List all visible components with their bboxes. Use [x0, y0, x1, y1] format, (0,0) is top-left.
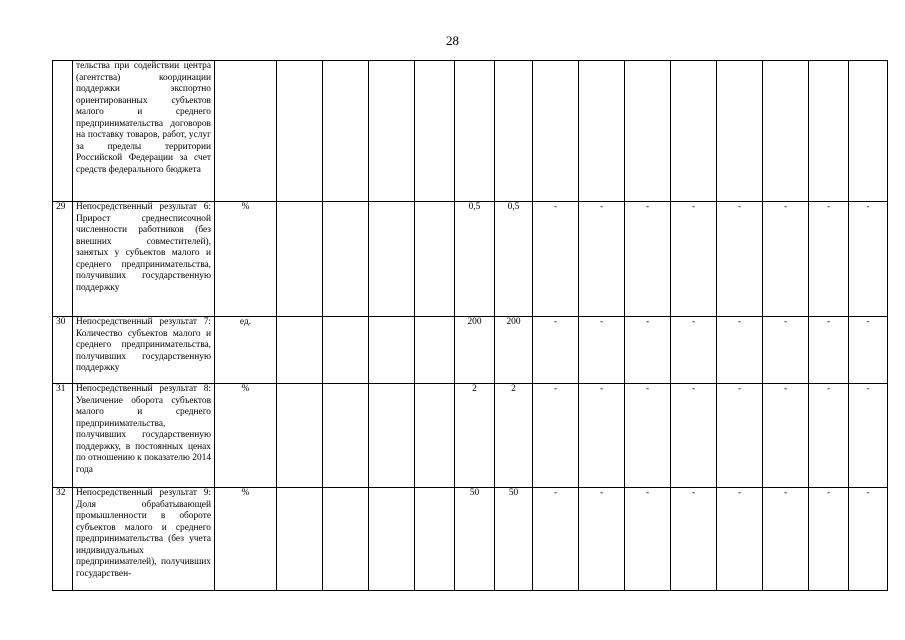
value-cell: -: [763, 317, 809, 384]
unit-cell: %: [215, 488, 277, 591]
value-cell: -: [849, 202, 888, 317]
value-cell: -: [763, 202, 809, 317]
value-cell: [369, 61, 415, 202]
value-cell: [717, 61, 763, 202]
unit-cell: [215, 61, 277, 202]
value-cell: [809, 61, 849, 202]
table-row: [53, 384, 888, 488]
value-cell: 200: [495, 317, 533, 384]
table-row: [53, 488, 888, 591]
value-cell: [415, 61, 455, 202]
value-cell: [369, 317, 415, 384]
unit-cell: ед.: [215, 317, 277, 384]
value-cell: -: [717, 202, 763, 317]
value-cell: [763, 61, 809, 202]
value-cell: [671, 61, 717, 202]
value-cell: -: [625, 317, 671, 384]
value-cell: -: [533, 202, 579, 317]
value-cell: 2: [455, 384, 495, 488]
value-cell: -: [717, 488, 763, 591]
value-cell: [495, 61, 533, 202]
unit-cell: %: [215, 202, 277, 317]
row-number: 31: [53, 384, 73, 488]
value-cell: -: [625, 384, 671, 488]
value-cell: -: [809, 384, 849, 488]
table-row: [53, 61, 888, 202]
row-number: [53, 61, 73, 202]
indicator-name: тельства при содействии центра (агентства) координации поддержки экспортно ориентированных субъектов малого и среднего предпринимательства договоров на поставку товаров, работ, услуг за пределы территории Российской Федерации за счет средств федерального бюджета: [73, 61, 215, 202]
value-cell: [415, 488, 455, 591]
value-cell: [277, 202, 323, 317]
value-cell: 50: [455, 488, 495, 591]
value-cell: [323, 317, 369, 384]
value-cell: [277, 488, 323, 591]
value-cell: -: [579, 317, 625, 384]
value-cell: 0,5: [455, 202, 495, 317]
indicator-name: Непосредственный результат 6: Прирост среднесписочной численности работников (без внешних совместителей), занятых у субъектов малого и среднего предпринимательства, получивших государственную поддержку: [73, 202, 215, 317]
value-cell: -: [533, 488, 579, 591]
row-number: 32: [53, 488, 73, 591]
value-cell: [369, 488, 415, 591]
page-number: 28: [446, 33, 459, 48]
value-cell: -: [533, 317, 579, 384]
value-cell: 2: [495, 384, 533, 488]
value-cell: [579, 61, 625, 202]
unit-cell: %: [215, 384, 277, 488]
value-cell: -: [809, 202, 849, 317]
value-cell: -: [533, 384, 579, 488]
table-row: [53, 202, 888, 317]
value-cell: -: [671, 384, 717, 488]
value-cell: -: [763, 384, 809, 488]
value-cell: -: [849, 488, 888, 591]
value-cell: [323, 488, 369, 591]
value-cell: [625, 61, 671, 202]
value-cell: -: [849, 317, 888, 384]
value-cell: -: [717, 317, 763, 384]
value-cell: -: [849, 384, 888, 488]
table-row: [53, 317, 888, 384]
row-number: 30: [53, 317, 73, 384]
value-cell: -: [625, 202, 671, 317]
value-cell: [369, 202, 415, 317]
value-cell: [277, 61, 323, 202]
value-cell: 50: [495, 488, 533, 591]
value-cell: [277, 317, 323, 384]
value-cell: [415, 202, 455, 317]
value-cell: 0,5: [495, 202, 533, 317]
value-cell: -: [579, 202, 625, 317]
value-cell: -: [809, 488, 849, 591]
value-cell: -: [579, 384, 625, 488]
value-cell: [369, 384, 415, 488]
value-cell: [415, 384, 455, 488]
value-cell: -: [763, 488, 809, 591]
value-cell: -: [671, 317, 717, 384]
indicator-name: Непосредственный результат 7: Количество субъектов малого и среднего предпринимательства, получивших государственную поддержку: [73, 317, 215, 384]
value-cell: -: [625, 488, 671, 591]
value-cell: 200: [455, 317, 495, 384]
value-cell: [323, 384, 369, 488]
indicator-name: Непосредственный результат 8: Увеличение оборота субъектов малого и среднего предпринимательства, получивших государственную поддержку, в постоянных ценах по отношению к показателю 2014 года: [73, 384, 215, 488]
value-cell: [533, 61, 579, 202]
value-cell: [323, 61, 369, 202]
value-cell: [415, 317, 455, 384]
value-cell: -: [671, 488, 717, 591]
value-cell: [323, 202, 369, 317]
value-cell: -: [579, 488, 625, 591]
table-body: [53, 61, 888, 591]
row-number: 29: [53, 202, 73, 317]
value-cell: [455, 61, 495, 202]
indicator-name: Непосредственный результат 9: Доля обрабатывающей промышленности в обороте субъектов малого и среднего предпринимательства (без учета индивидуальных предпринимателей), получивших государствен-: [73, 488, 215, 591]
indicators-table: [52, 60, 888, 591]
value-cell: [849, 61, 888, 202]
value-cell: -: [671, 202, 717, 317]
value-cell: -: [809, 317, 849, 384]
value-cell: -: [717, 384, 763, 488]
value-cell: [277, 384, 323, 488]
